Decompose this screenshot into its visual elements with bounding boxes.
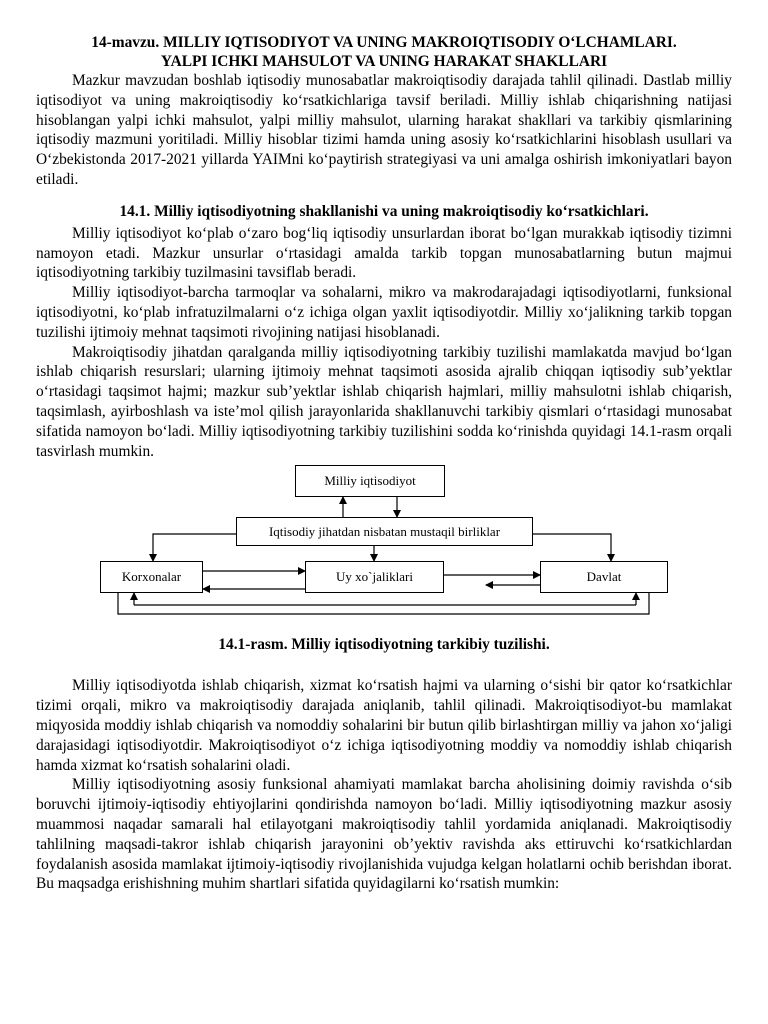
document-page [36,33,732,894]
paragraph-5: Milliy iqtisodiyotning asosiy funksional ahamiyati mamlakat barcha aholisining doimiy ravishda o‘sib boruvchi ijtimoiy-iqtisodiy ehtiyojlarini qondirishda namoyon bo‘ladi. Milliy iqtisodiyotning mazkur asosiy muammosi naqadar samarali hal etilayotgani makroiqtisodiy tahlil yordamida aniqlanadi. Makroiqtisodiy tahlilning maqsadi-takror ishlab chiqarish jarayonini ob’yektiv ravishda aks ettiruvchi ko‘rsatkichlardan foydalanish asosida mamlakat ijtimoiy-iqtisodiy rivojlanishida vujudga kelgan holatlarni ochib berishdan iborat. Bu maqsadga erishishning muhim shartlari sifatida quyidagilarni ko‘rsatish mumkin: [36,776,732,893]
box-davlat: Davlat [540,561,668,593]
title-line-1: 14-mavzu. MILLIY IQTISODIYOT VA UNING MAKROIQTISODIY O‘LCHAMLARI. [91,34,677,51]
box-uy-xojaliklari: Uy xo`jaliklari [305,561,444,593]
paragraph-3: Makroiqtisodiy jihatdan qaralganda milliy iqtisodiyotning tarkibiy tuzilishi mamlakatda mavjud bo‘lgan ishlab chiqarish resurslari; ularning ijtimoiy mehnat taqsimoti asosida ajralib chiqqan iqtisodiy sub’yektlar o‘rtasidagi taqsimot hajmi; mazkur sub’yektlar ishlab chiqarish hajmlari, milliy mahsulotni ishlab chiqarish, taqsimlash, ayirboshlash va iste’mol qilish jarayonlarida shakllanuvchi tarkibiy qismlari o‘rtasidagi munosabat sifatida namoyon bo‘ladi. Milliy iqtisodiyotning tarkibiy tuzilishini sodda ko‘rinishda quyidagi 14.1-rasm orqali tasvirlash mumkin. [36,343,732,460]
box-mustaqil-birliklar: Iqtisodiy jihatdan nisbatan mustaqil birliklar [236,517,533,546]
box-korxonalar: Korxonalar [100,561,203,593]
structure-diagram [36,465,732,625]
title-line-2: YALPI ICHKI MAHSULOT VA UNING HARAKAT SHAKLLARI [160,53,608,70]
document-title [36,33,732,71]
paragraph-4: Milliy iqtisodiyotda ishlab chiqarish, xizmat ko‘rsatish hajmi va ularning o‘sishi bir qator ko‘rsatkichlar tizimi orqali, mikro va makroiqtisodiy darajada aniqlanib, tahlil qilinadi. Makroiqtisodiyot-bu mamlakat miqyosida moddiy ishlab chiqarish va nomoddiy sohalarini bir butun qilib birlashtirgan milliy va jahon xo‘jaligi darajasidagi iqtisodiyotdir. Makroiqtisodiyot o‘z ichiga iqtisodiyotning moddiy va nomoddiy ishlab chiqarish hamda xizmat ko‘rsatish sohalarini oladi. [36,677,732,774]
box-milliy-iqtisodiyot: Milliy iqtisodiyot [295,465,445,497]
arrow-to-korxonalar [153,534,236,561]
loop-line-outer [118,593,649,614]
figure-caption: 14.1-rasm. Milliy iqtisodiyotning tarkibiy tuzilishi. [218,636,550,654]
paragraph-1: Milliy iqtisodiyot ko‘plab o‘zaro bog‘liq iqtisodiy unsurlardan iborat bo‘lgan murakkab iqtisodiy tizimni namoyon etadi. Mazkur unsurlar o‘rtasidagi amalda tarkib topgan munosabatlarning butun majmui iqtisodiyotning tarkibiy tuzilmasini tavsiflab beradi. [36,224,732,282]
paragraph-2: Milliy iqtisodiyot-barcha tarmoqlar va sohalarni, mikro va makrodarajadagi iqtisodiyotlarni, funksional iqtisodiyotni, ko‘plab infratuzilmalarni o‘z ichiga olgan yaxlit iqtisodiyotdir. Milliy xo‘jalikning tarkib topgan tuzilishi ijtimoiy mehnat taqsimoti rivojining natijasi hisoblanadi. [36,284,732,341]
intro-paragraph: Mazkur mavzudan boshlab iqtisodiy munosabatlar makroiqtisodiy darajada tahlil qilinadi. Dastlab milliy iqtisodiyot va uning makroiqtisodiy ko‘rsatkichlariga tavsif beriladi. Milliy ishlab chiqarishning natijasi hisoblangan yalpi ichki mahsulot, yalpi milliy mahsulot, ularning harakat shakllari va tarkibiy qismlarining iqtisodiy mazmuni yoritiladi. Milliy hisoblar tizimi hamda uning asosiy ko‘rsatkichlarini hisoblash usullari va O‘zbekistonda 2017-2021 yillarda YAIMni ko‘paytirish strategiyasi va uni amalga oshirish imkoniyatlari bayon etiladi. [36,72,732,188]
arrow-to-davlat [533,534,611,561]
section-heading: 14.1. Milliy iqtisodiyotning shakllanishi va uning makroiqtisodiy ko‘rsatkichlari. [119,202,649,220]
